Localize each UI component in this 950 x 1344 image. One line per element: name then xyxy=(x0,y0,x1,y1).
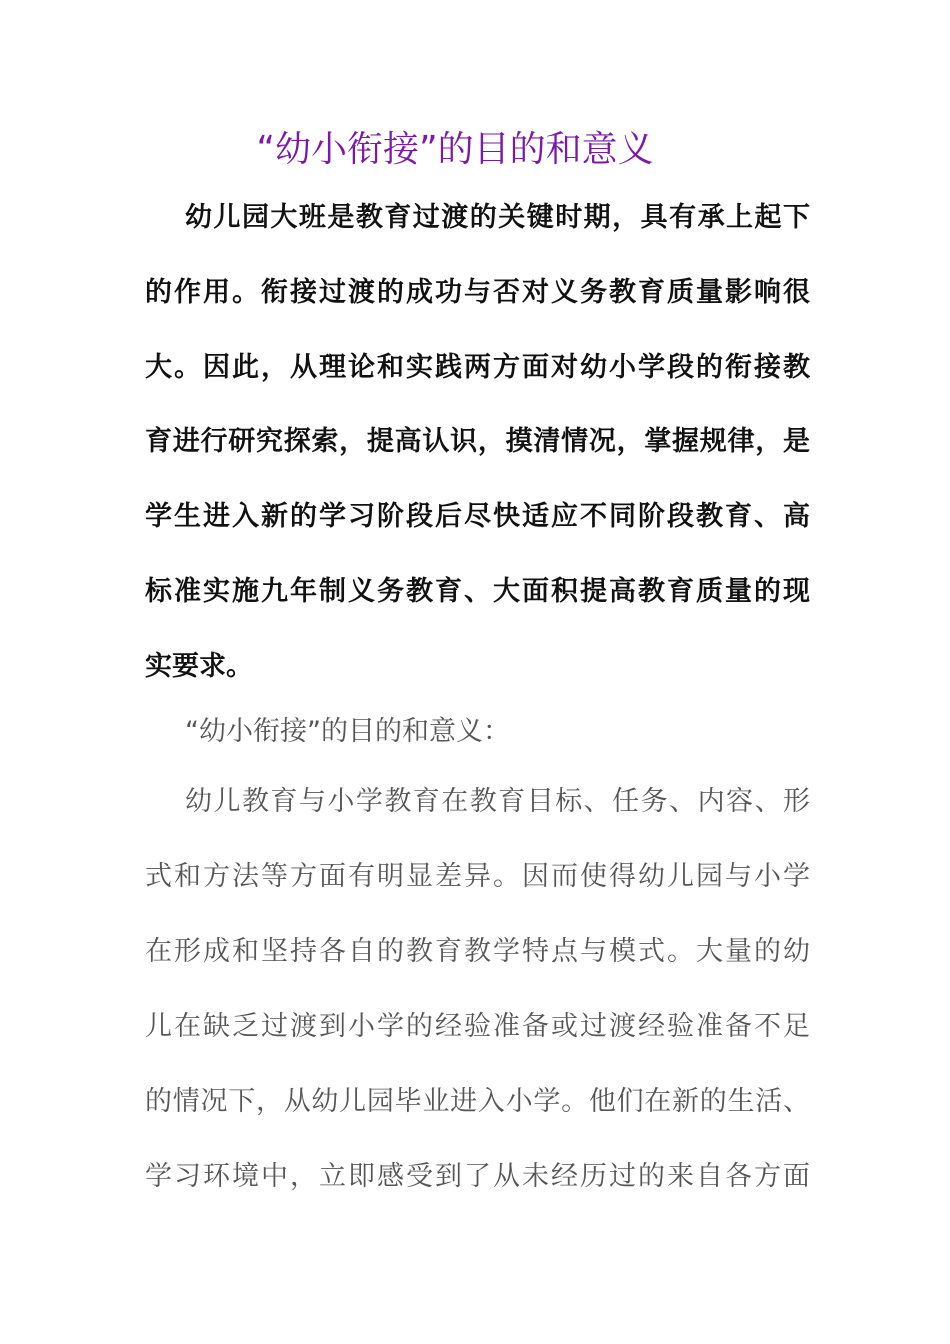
paragraph-1-line: 标准实施九年制义务教育、大面积提高教育质量的现 xyxy=(145,576,810,607)
paragraph-2-line: 式和方法等方面有明显差异。因而使得幼儿园与小学 xyxy=(145,861,810,892)
paragraph-2-line: 在形成和坚持各自的教育教学特点与模式。大量的幼 xyxy=(145,936,810,967)
paragraph-1-line: 幼儿园大班是教育过渡的关键时期，具有承上起下 xyxy=(185,202,810,233)
paragraph-1-line: 实要求。 xyxy=(145,651,253,682)
paragraph-2-line: 学习环境中，立即感受到了从未经历过的来自各方面 xyxy=(145,1161,810,1192)
paragraph-1-line: 大。因此，从理论和实践两方面对幼小学段的衔接教 xyxy=(145,352,810,383)
paragraph-2-line: 的情况下，从幼儿园毕业进入小学。他们在新的生活、 xyxy=(145,1086,810,1117)
paragraph-1-line: 育进行研究探索，提高认识，摸清情况，掌握规律，是 xyxy=(145,426,810,457)
paragraph-2-line: 幼儿教育与小学教育在教育目标、任务、内容、形 xyxy=(185,786,810,817)
document-title: “幼小衔接”的目的和意义 xyxy=(256,129,654,170)
subheading: “幼小衔接”的目的和意义： xyxy=(185,716,510,747)
paragraph-2-line: 儿在缺乏过渡到小学的经验准备或过渡经验准备不足 xyxy=(145,1011,810,1042)
paragraph-1-line: 学生进入新的学习阶段后尽快适应不同阶段教育、高 xyxy=(145,501,810,532)
paragraph-1-line: 的作用。衔接过渡的成功与否对义务教育质量影响很 xyxy=(145,277,810,308)
